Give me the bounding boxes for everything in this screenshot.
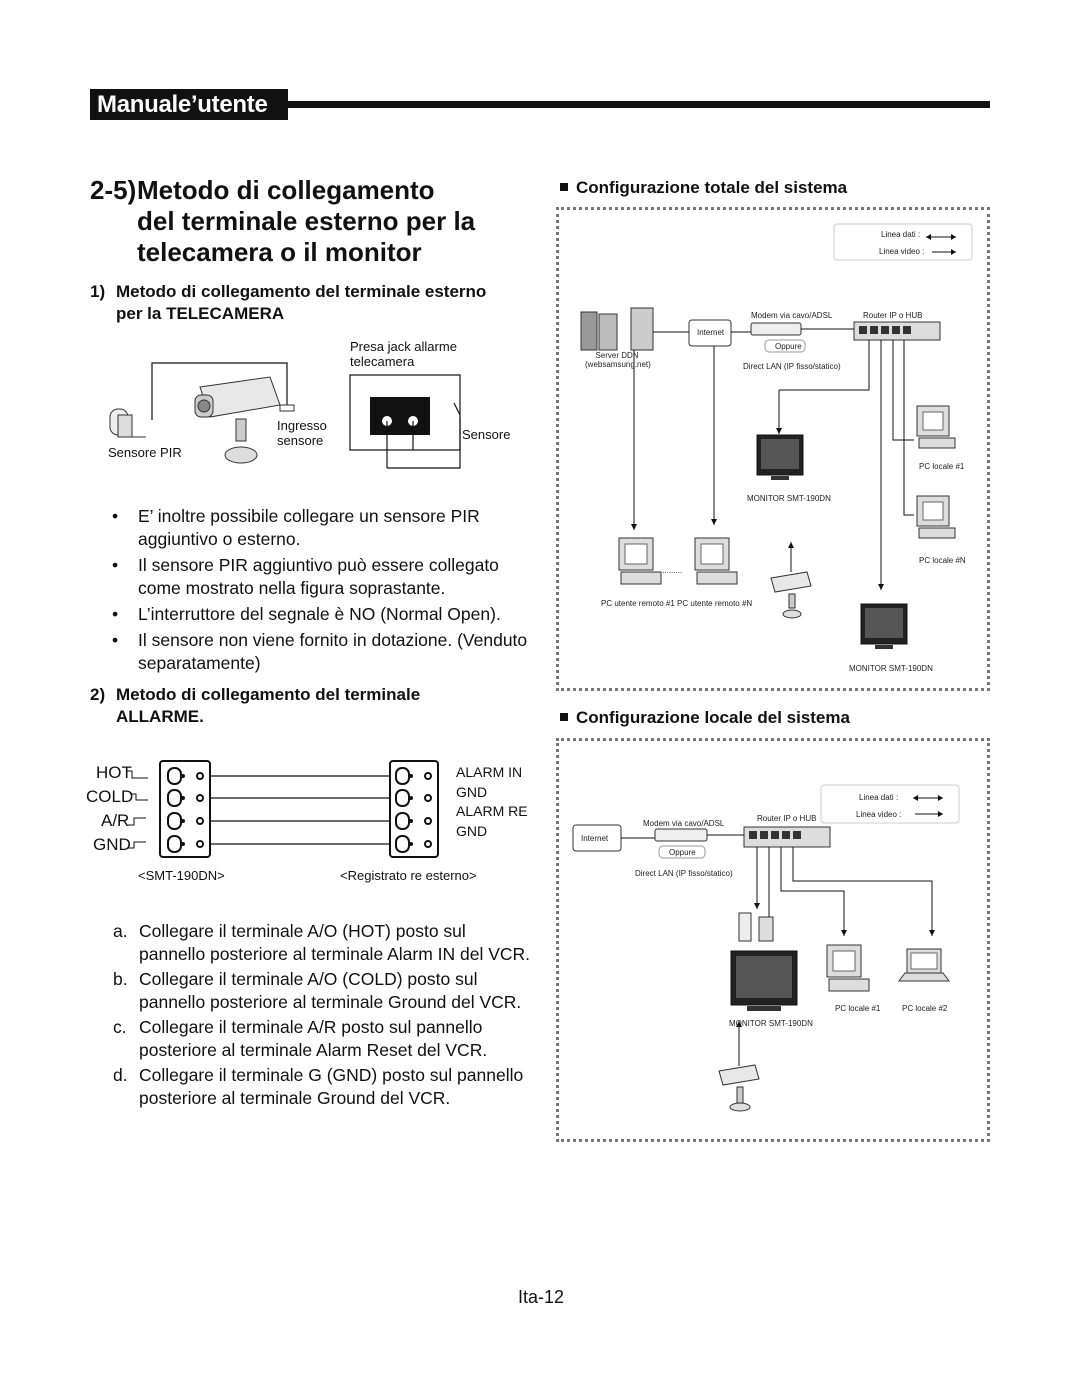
monitor-icon (757, 435, 803, 480)
local-direct-lan-label: Direct LAN (IP fisso/statico) (635, 869, 733, 878)
pc-icon (619, 538, 661, 584)
bullet-item: • Il sensore PIR aggiuntivo può essere collegato come mostrato nella figura soprastante. (112, 554, 532, 600)
step-item (113, 968, 543, 1014)
sub1-number: 1) (90, 282, 106, 301)
legend-separator: : (922, 247, 925, 256)
step-letter: d. (113, 1065, 128, 1085)
sub2-title-line: Metodo di collegamento del terminale (116, 685, 421, 704)
server-label-line: Server DDN (595, 351, 639, 360)
legend-separator: : (917, 230, 921, 239)
local-monitor-label: MONITOR SMT-190DN (729, 1019, 813, 1028)
step-letter: b. (113, 969, 128, 989)
direct-lan-label: Direct LAN (IP fisso/statico) (743, 362, 841, 371)
local-config-title: Configurazione locale del sistema (576, 708, 850, 727)
bullet-line: Il sensore non viene fornito in dotazione. (Venduto (138, 630, 528, 650)
alarm-left-caption: <SMT-190DN> (138, 868, 225, 883)
pc-icon (827, 945, 869, 991)
server-label-line: (websamsung.net) (585, 360, 651, 369)
page-number: Ita-12 (518, 1287, 565, 1307)
input-label (277, 418, 327, 448)
internet-label: Internet (697, 328, 725, 337)
ar-label: A/R (101, 811, 130, 830)
bullet-line: aggiuntivo o esterno. (138, 529, 301, 549)
local-legend-video-label (856, 810, 901, 819)
legend-video-text: Linea video (879, 247, 920, 256)
step-item (113, 1064, 543, 1110)
step-line: posteriore al terminale Ground del VCR. (139, 1088, 451, 1108)
pc-locale-1-label: PC locale #1 (919, 462, 965, 471)
local-router-label: Router IP o HUB (757, 814, 817, 823)
sub2-title (116, 684, 420, 728)
square-bullet-icon (560, 183, 568, 191)
steps-list (113, 920, 543, 1110)
modem-label: Modem via cavo/ADSL (751, 311, 833, 320)
remote-pc-label: PC utente remoto #1 PC utente remoto #N (601, 599, 753, 608)
hot-label: HOT (96, 763, 132, 782)
legend-separator: : (895, 793, 899, 802)
local-pc2-label: PC locale #2 (902, 1004, 948, 1013)
section-title (137, 175, 475, 268)
section-number: 2-5) (90, 175, 137, 205)
step-item (113, 1016, 543, 1062)
bullet-item: • E’ inoltre possibile collegare un sensore PIR aggiuntivo o esterno. (112, 505, 532, 551)
step-line: posteriore al terminale Alarm Reset del VCR. (139, 1040, 488, 1060)
bullet-line: L’interruttore del segnale è NO (Normal Open). (138, 604, 501, 624)
header-tag: Manuale’utente (90, 89, 288, 120)
gnd-label: GND (93, 835, 131, 854)
bullet-line: Il sensore PIR aggiuntivo può essere collegato (138, 555, 499, 575)
laptop-icon (899, 949, 949, 981)
bullet-item: • L’interruttore del segnale è NO (Normal Open). (112, 603, 532, 626)
step-line: pannello posteriore al terminale Alarm IN del VCR. (139, 944, 531, 964)
local-legend-data-label (859, 793, 898, 802)
router-label: Router IP o HUB (863, 311, 923, 320)
camera-wiring-diagram (100, 335, 530, 485)
local-legend-data-text: Linea dati (859, 793, 894, 802)
bullet-line: separatamente) (138, 653, 261, 673)
step-line: pannello posteriore al terminale Ground del VCR. (139, 992, 522, 1012)
camera-wiring-svg (100, 335, 530, 485)
total-config-title: Configurazione totale del sistema (576, 178, 848, 197)
legend-video-label (879, 247, 924, 256)
step-line: Collegare il terminale A/O (HOT) posto sul (139, 921, 466, 941)
jack-label-line: telecamera (350, 354, 415, 369)
gnd-right-label-2: GND (456, 822, 488, 839)
step-line: Collegare il terminale G (GND) posto sul pannello (139, 1065, 524, 1085)
step-item (113, 920, 543, 966)
local-modem-label: Modem via cavo/ADSL (643, 819, 725, 828)
local-pc1-label: PC locale #1 (835, 1004, 881, 1013)
alarm-in-label: ALARM IN (456, 764, 523, 780)
local-or-label: Oppure (669, 848, 696, 857)
jack-label-line: Presa jack allarme (350, 339, 457, 354)
pc-icon (695, 538, 737, 584)
bullet-list (112, 505, 532, 675)
bullet-line: come mostrato nella figura soprastante. (138, 578, 446, 598)
jack-label (350, 339, 457, 369)
local-config-svg (559, 741, 987, 1139)
legend-data-text: Linea dati (881, 230, 916, 239)
total-config-frame (556, 207, 990, 691)
section-title-line: del terminale esterno per la (137, 206, 476, 236)
alarm-right-caption: <Registrato re esterno> (340, 868, 477, 883)
pc-icon (917, 496, 955, 538)
local-internet-label: Internet (581, 834, 609, 843)
step-letter: a. (113, 921, 128, 941)
legend-separator: : (899, 810, 902, 819)
monitor-icon (731, 951, 797, 1011)
pc-locale-n-label: PC locale #N (919, 556, 966, 565)
ellipsis-label: .......... (660, 566, 683, 575)
step-line: Collegare il terminale A/R posto sul pannello (139, 1017, 483, 1037)
cold-label: COLD (86, 787, 134, 806)
square-bullet-icon (560, 713, 568, 721)
alarm-reset-label: ALARM RE (456, 803, 528, 819)
bullet-line: E’ inoltre possibile collegare un sensore PIR (138, 506, 480, 526)
section-title-line: Metodo di collegamento (137, 175, 435, 205)
server-label (585, 351, 649, 369)
local-legend-video-text: Linea video (856, 810, 897, 819)
camera-icon (771, 572, 811, 618)
header-rule (288, 101, 990, 108)
step-letter: c. (113, 1017, 127, 1037)
total-config-svg (559, 210, 987, 688)
or-label: Oppure (775, 342, 802, 351)
alarm-wiring-diagram (86, 755, 540, 890)
pir-label: Sensore PIR (108, 445, 182, 460)
monitor-icon (861, 604, 907, 649)
input-label-line: sensore (277, 433, 324, 448)
gnd-right-label: GND (456, 783, 488, 800)
server-icon (581, 308, 653, 350)
monitor-1-label: MONITOR SMT-190DN (747, 494, 831, 503)
rear-panel-icon (739, 913, 773, 941)
sub2-title-line: ALLARME. (116, 707, 204, 726)
monitor-2-label: MONITOR SMT-190DN (849, 664, 933, 673)
alarm-right-labels (456, 763, 528, 841)
alarm-left-labels (96, 761, 132, 784)
camera-icon (195, 377, 280, 463)
sub1-title-line: Metodo di collegamento del terminale esterno (116, 282, 487, 301)
step-line: Collegare il terminale A/O (COLD) posto sul (139, 969, 478, 989)
bullet-item: • Il sensore non viene fornito in dotazione. (Venduto separatamente) (112, 629, 532, 675)
local-config-heading (560, 708, 850, 728)
section-title-line: telecamera o il monitor (137, 237, 422, 267)
camera-icon (719, 1065, 759, 1111)
legend-data-label (881, 230, 920, 239)
local-config-frame (556, 738, 990, 1142)
sub1-title-line: per la TELECAMERA (116, 304, 285, 323)
pc-icon (917, 406, 955, 448)
sub1-title (116, 281, 486, 325)
input-label-line: Ingresso (277, 418, 327, 433)
pir-sensor-icon (110, 409, 146, 437)
sensor-label: Sensore (462, 427, 511, 442)
sub2-number: 2) (90, 685, 106, 704)
total-config-heading (560, 178, 847, 198)
